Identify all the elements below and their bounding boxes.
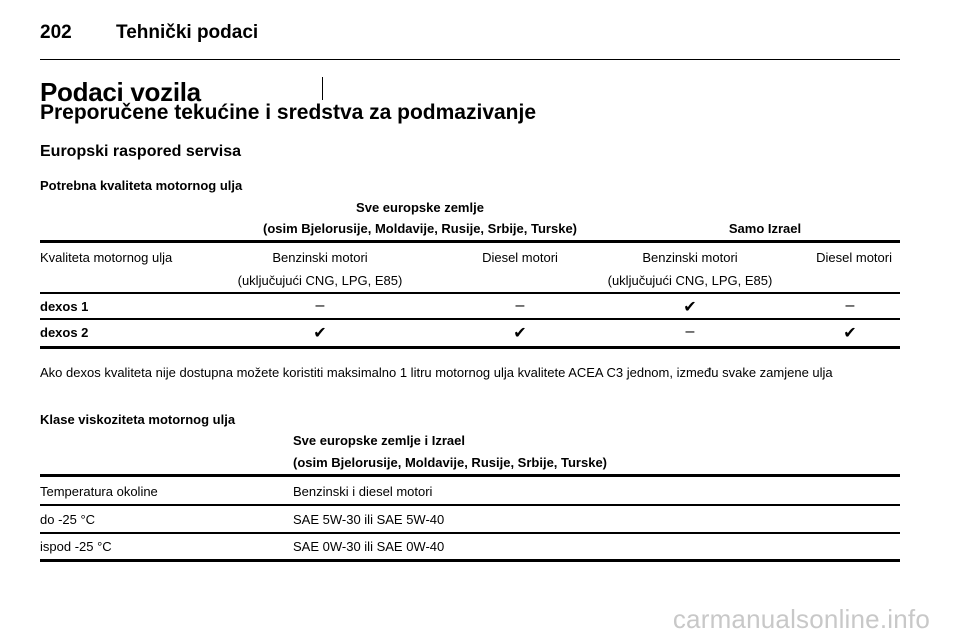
- group-header-europe: Sve europske zemlje: [356, 200, 484, 215]
- cell-dexos2-diesel-europe: ✔: [513, 325, 527, 342]
- col-header-petrol-europe: Benzinski motori: [272, 250, 368, 265]
- oil-quality-caption: Potrebna kvaliteta motornog ulja: [40, 178, 243, 193]
- oil-substitute-note: Ako dexos kvaliteta nije dostupna možete koristiti maksimalno 1 litru motornog ulja kvalitete ACEA C3 jednom, između svake zamjene ulja: [40, 365, 833, 380]
- running-title: Tehnički podaci: [116, 22, 259, 43]
- col-header-diesel-israel: Diesel motori: [816, 250, 892, 265]
- header-rule-top: [40, 474, 900, 477]
- group-header-all-countries: Sve europske zemlje i Izrael: [293, 433, 465, 448]
- row-rule: [40, 318, 900, 320]
- table-bottom-rule: [40, 559, 900, 562]
- page-header: [40, 20, 900, 60]
- col-header-oil-quality: Kvaliteta motornog ulja: [40, 250, 173, 265]
- header-rule: [40, 59, 900, 60]
- cell-temp-row1: do -25 °C: [40, 512, 96, 527]
- cell-temp-row2: ispod -25 °C: [40, 539, 112, 554]
- cell-dexos1-diesel-israel: –: [845, 297, 855, 314]
- group-header-exceptions: (osim Bjelorusije, Moldavije, Rusije, Srbije, Turske): [293, 455, 608, 470]
- header-rule-bottom: [40, 504, 900, 506]
- cell-grade-row2: SAE 0W-30 ili SAE 0W-40: [293, 539, 445, 554]
- table-bottom-rule: [40, 346, 900, 349]
- header-rule-top: [40, 240, 900, 243]
- sub-subsection-title: Europski raspored servisa: [40, 143, 241, 160]
- row-label-dexos1: dexos 1: [40, 299, 89, 314]
- col-header-petrol-israel: Benzinski motori: [642, 250, 738, 265]
- page-number: 202: [40, 22, 72, 43]
- group-header-israel: Samo Izrael: [728, 221, 802, 236]
- col-header-engines: Benzinski i diesel motori: [293, 484, 433, 499]
- col-header-temperature: Temperatura okoline: [40, 484, 158, 499]
- row-rule: [40, 532, 900, 534]
- cell-dexos2-petrol-europe: ✔: [313, 325, 327, 342]
- cell-dexos1-diesel-europe: –: [515, 297, 525, 314]
- header-rule-bottom: [40, 292, 900, 294]
- viscosity-caption: Klase viskoziteta motornog ulja: [40, 412, 236, 427]
- group-header-europe-exceptions: (osim Bjelorusije, Moldavije, Rusije, Srbije, Turske): [262, 221, 577, 236]
- section-title: Podaci vozila: [40, 77, 201, 107]
- cell-dexos2-petrol-israel: –: [685, 323, 695, 340]
- cell-grade-row1: SAE 5W-30 ili SAE 5W-40: [293, 512, 445, 527]
- cell-dexos1-petrol-israel: ✔: [683, 299, 697, 316]
- watermark: carmanualsonline.info: [672, 604, 930, 634]
- subsection-title: Preporučene tekućine i sredstva za podmazivanje: [40, 101, 537, 124]
- row-label-dexos2: dexos 2: [40, 325, 89, 340]
- change-bar: [322, 77, 323, 100]
- cell-dexos1-petrol-europe: –: [315, 297, 325, 314]
- col-header-petrol-europe-fuels: (uključujući CNG, LPG, E85): [237, 273, 403, 288]
- col-header-diesel-europe: Diesel motori: [482, 250, 558, 265]
- cell-dexos2-diesel-israel: ✔: [843, 325, 857, 342]
- col-header-petrol-israel-fuels: (uključujući CNG, LPG, E85): [607, 273, 773, 288]
